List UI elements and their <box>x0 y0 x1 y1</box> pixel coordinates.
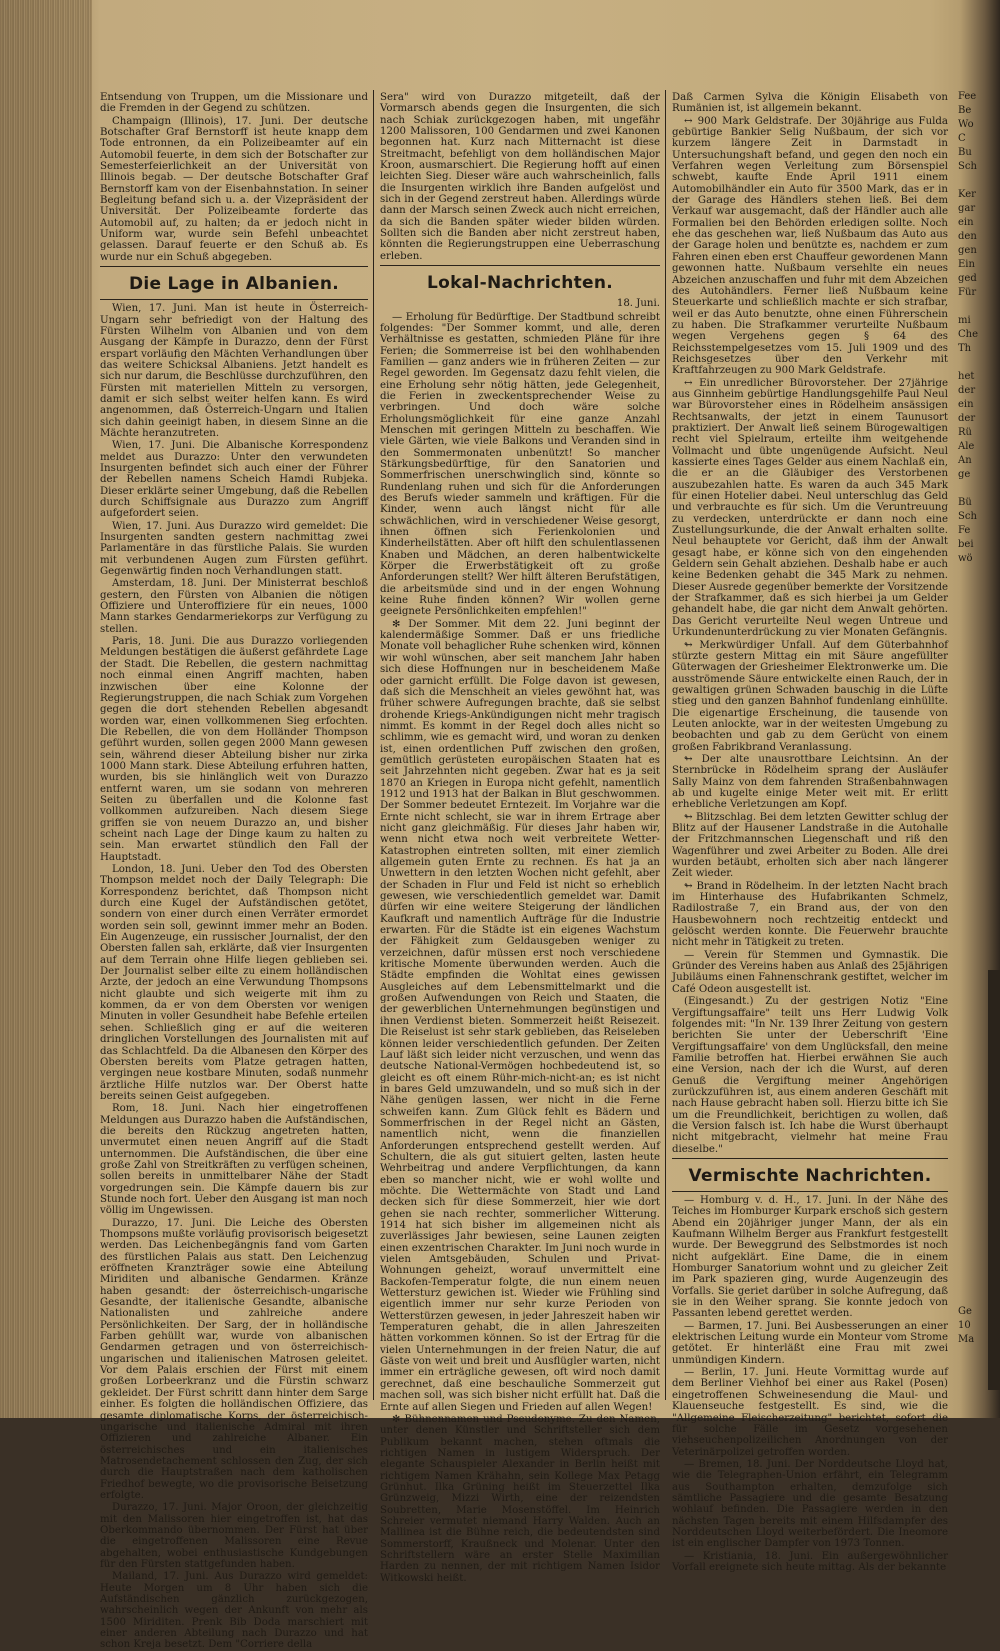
next-page-fragment <box>958 356 1000 370</box>
article-paragraph: ↬ Der alte unausrottbare Leichtsinn. An der Sternbrücke in Rödelheim sprang der Ausläufer Sally Mainz von dem fahrenden Straßenbahnwagen ab und kugelte einige Meter weit mit. Er erlitt erhebliche Verletzungen am Kopf. <box>672 753 948 811</box>
article-paragraph: — Bremen, 18. Juni. Der Norddeutsche Lloyd hat, wie die Telegraphen-Union erfährt, ein Telegramm aus Southampton erhalten, demzufolge sich sämtliche Passagiere und die gesamte Besatzung wohlauf befinden. Die Passagiere werden in den nächsten Tagen bereits mit einem Hilfsdampfer des Norddeutschen Lloyd weiterbefördert. Die Ineomore ist ein englischer Dampfer von 1973 Tonnen. <box>672 1458 948 1550</box>
column-rule <box>373 90 374 1400</box>
next-page-bottom-text <box>958 1305 974 1347</box>
next-page-fragment: Be <box>958 105 972 116</box>
divider <box>100 299 368 300</box>
article-paragraph: Durazzo, 17. Juni. Die Leiche des Obersten Thompsons mußte vorläufig provisorisch beigesetzt werden. Das Leichenbegängnis fand vom Garten des fürstlichen Palais aus statt. Den Leichenzug eröffneten Kranzträger sowie eine Abteilung Miriditen und albanische Gendarmen. Kränze haben gesandt: der österreichisch-ungarische Gesandte, der italienische Gesandte, albanische Nationalisten und zahlreiche andere Persönlichkeiten. Der Sarg, der in holländische Farben gehüllt war, wurde von albanischen Gendarmen getragen und von österreichisch-ungarischen und italienischen Matrosen geleitet. Vor dem Palais erschien der Fürst mit einem großen Lorbeerkranz und die Fürstin schwarz gekleidet. Der Fürst schritt dann hinter dem Sarge einher. Es folgten die holländischen Offiziere, das gesamte diplomatische Korps, der österreichisch-ungarische und italienische Admiral mit ihren Offizieren und zahlreiche Albaner. Ein österreichisches und ein italienisches Matrosendetachement schlossen den Zug, der sich durch die Hauptstraßen nach dem katholischen Friedhof bewegte, wo die provisorische Beisetzung erfolgte. <box>100 1217 368 1501</box>
next-page-edge <box>958 90 1000 1410</box>
article-paragraph: ↔ 900 Mark Geldstrafe. Der 30jährige aus Fulda gebürtige Bankier Selig Nußbaum, der sich vor kurzem längere Zeit in Darmstadt in Untersuchungshaft befand, und gegen den noch ein Verfahren wegen Verleitung zum Börsenspiel schwebt, kaufte Ende April 1911 einem Automobilhändler ein Auto für 3500 Mark, das er in der Garage des Händlers stehen ließ. Bei dem Verkauf war ausgemacht, daß der Händler auch alle Formalien bei den Behörden erledigen sollte. Noch ehe das geschehen war, ließ Nußbaum das Auto aus der Garage holen und benützte es, nachdem er zum Fahren einen eben erst Chauffeur gewordenen Mann gewonnen hatte. Nußbaum versehlte ein neues Abzeichen anzuschaffen und fuhr mit dem Abzeichen des Autohändlers. Ferner ließ Nußbaum keine Steuerkarte und schließlich machte er sich strafbar, weil er das Auto benutzte, ohne einen Führerschein zu haben. Die Strafkammer verurteilte Nußbaum wegen Vergehens gegen § 64 des Reichsstempelgesetzes vom 15. Juli 1909 und des Reichsgesetzes über den Verkehr mit Kraftfahrzeugen zu 900 Mark Geldstrafe. <box>672 115 948 377</box>
next-page-shadow <box>988 970 1000 1390</box>
section-heading-albanien: Die Lage in Albanien. <box>128 274 340 295</box>
next-page-fragment: Ein <box>958 259 975 270</box>
article-paragraph: ✻ Bühnennamen und Pseudonyme. Zu den Namen, unter denen Künstler und Schriftsteller sich dem Publikum bekannt machen, stehen oftmals die richtigen Namen in lustigem Widerspruch. Der elegante Schauspieler Alexander in Berlin heißt mit richtigem Namen Krähahn, sein Kollege Max Petagg Grünhut. Ilka Grüning heißt im Steuerzettel Ilka Grünzweig, Mizzi Wirth, eine der reizendsten Soubretten, Marie Mosenstöffel. Im Heinrich Schreier vermutet niemand Harry Walden. Auch an Mallinea ist die Bühne reich, die bedeutendsten sind Sommerstorff, Kraußneck und Molenar. Unter den Schriftstellern wäre an erster Stelle Maximilian Harden zu nennen, der mit richtigem Namen Isidor Witkowski heißt. <box>380 1413 660 1584</box>
next-page-fragment: An <box>958 455 972 466</box>
article-paragraph: Wien, 17. Juni. Die Albanische Korrespondenz meldet aus Durazzo: Unter den verwundeten Insurgenten befindet sich auch einer der Führer der Rebellen namens Scheich Hamdi Rubjeka. Dieser erklärte seiner Umgebung, daß die Rebellen durch Schiffsignale aus Durazzo zum Angriff aufgefordert seien. <box>100 440 368 520</box>
next-page-text <box>958 90 1000 566</box>
article-paragraph: Rom, 18. Juni. Nach hier eingetroffenen Meldungen aus Durazzo haben die Aufständischen, die bereits den Rückzug angetreten hatten, unvermutet einen neuen Angriff auf die Stadt unternommen. Die Aufständischen, die über eine große Zahl von Streitkräften zu verfügen scheinen, sollen bereits in unmittelbarer Nähe der Stadt vorgedrungen sein. Die Kämpfe dauern bis zur Stunde noch fort. Ueber den Ausgang ist man noch völlig im Ungewissen. <box>100 1103 368 1217</box>
next-page-fragment: Rü <box>958 427 972 438</box>
next-page-fragment: gen <box>958 245 977 256</box>
section-date: 18. Juni. <box>616 298 660 310</box>
book-page-edges <box>0 0 92 1418</box>
column-3 <box>672 92 948 1573</box>
article-champaign: Champaign (Illinois), 17. Juni. Der deutsche Botschafter Graf Bernstorff ist heute knapp dem Tode entronnen, da ein Polizeibeamter auf ein Automobil feuerte, in dem sich der Botschafter zur Semesterfeierlichkeit an der Universität von Illinois begab. — Der deutsche Botschafter Graf Bernstorff kam von der Eisenbahnstation. In seiner Begleitung befand sich u. a. der Vizepräsident der Universität. Der Polizeibeamte forderte das Automobil auf, zu halten; da er jedoch nicht in Uniform war, wurde sein Befehl unbeachtet gelassen. Darauf feuerte er den Schuß ab. Es wurde nur ein Schuß abgegeben. <box>100 115 368 263</box>
next-page-fragment: bei <box>958 539 974 550</box>
next-page-fragment: Fe <box>958 525 971 536</box>
article-paragraph: — Erholung für Bedürftige. Der Stadtbund schreibt folgendes: "Der Sommer kommt, und alle, deren Verhältnisse es gestatten, schmieden Pläne für ihre Ferien; die Sommerreise ist bei den wohlhabenden Familien — ganz anders wie in früheren Zeiten — zur Regel geworden. Im Gegensatz dazu fehlt vielen, die eine Erholung sehr nötig hätten, jede Gelegenheit, die Ferien in zweckentsprechender Weise zu verbringen. Und doch wäre solche Erholungsmöglichkeit für eine ganze Anzahl Menschen mit geringen Mitteln zu beschaffen. Wie viele Gärten, wie viele Balkons und Veranden sind in den Sommermonaten unbenützt! So mancher Stärkungsbedürftige, für den Sanatorien und Sommerfrischen unerschwinglich sind, könnte so Rundenlang ruhen und sich für die Anforderungen des Berufs wieder sammeln und kräftigen. Für die Kinder, wenn auch längst nicht für alle schwächlichen, wird in verschiedener Weise gesorgt, ihnen öffnen sich Ferienkolonien und Kinderheilstätten. Aber oft hilft den schulentlassenen Knaben und Mädchen, an deren halbentwickelte Körper die Erwerbstätigkeit oft zu große Anforderungen stellt? Wer hilft älteren Berufstätigen, die arbeitsmüde sind und in der engen Wohnung keine Ruhe finden können? Wir wollen gerne geeignete Persönlichkeiten empfehlen!" <box>380 311 660 618</box>
article-paragraph: Daß Carmen Sylva die Königin Elisabeth von Rumänien ist, ist allgemein bekannt. <box>672 92 948 115</box>
article-paragraph: Paris, 18. Juni. Die aus Durazzo vorliegenden Meldungen bestätigen die äußerst gefährdete Lage der Stadt. Die Rebellen, die gestern nachmittag noch einmal einen Angriff machten, haben inzwischen über eine Kolonne der Regierungstruppen, die nach Schiak zum Vorgehen gegen die dort stehenden Rebellen abgesandt worden war, einen vollkommenen Sieg erfochten. Die Rebellen, die von dem Holländer Thompson geführt wurden, sollen gegen 2000 Mann gewesen sein, während dieser Abteilung bisher nur zirka 1000 Mann stark. Diese Abteilung erfuhren hatten, wurden, bis sie hinlänglich weit von Durazzo entfernt waren, um sie sodann von mehreren Seiten zu überfallen und die Kolonne fast vollkommen aufzureiben. Nach diesem Siege griffen sie von neuem Durazzo an, und bisher scheint nach Lage der Dinge kaum zu halten zu sein. Man erwartet stündlich den Fall der Hauptstadt. <box>100 636 368 863</box>
article-paragraph: ✻ Der Sommer. Mit dem 22. Juni beginnt der kalendermäßige Sommer. Daß er uns friedliche Monate voll behaglicher Ruhe schenken wird, können wir wohl wünschen, aber seit manchem Jahr haben sich diese Hoffnungen nur in bescheidenem Maße oder garnicht erfüllt. Die Folge davon ist gewesen, daß sich die Menschheit an vieles gewöhnt hat, was früher schwere Aufregungen brachte, daß sie selbst drohende Kriegs-Ankündigungen nicht mehr tragisch nimmt. Es kommt in der Regel doch alles nicht so schlimm, wie es gemacht wird, und woran zu denken ist, einen ordentlichen Puff zwischen den großen, gemütlich gerüsteten europäischen Staaten hat es seit Jahrzehnten nicht gegeben. Zwar hat es ja seit 1870 an Kriegen in Europa nicht gefehlt, namentlich 1912 und 1913 hat der Balkan in Blut geschwommen. Der Sommer bedeutet Erntezeit. Im Vorjahre war die Ernte nicht schlecht, sie war in ihrem Ertrage aber nicht ganz gleichmäßig. Für dieses Jahr haben wir, wenn nicht etwa noch weit verbreitete Wetter-Katastrophen eintreten sollten, mit einer ziemlich allgemein guten Ernte zu rechnen. Es hat ja an Unwettern in den letzten Wochen nicht gefehlt, aber der Schaden in Flur und Feld ist nicht so erheblich gewesen, wie verschiedentlich gemeldet war. Damit dürfen wir eine weitere Steigerung der ländlichen Kaufkraft und namentlich Aufträge für die Industrie erwarten. Für die Städte ist ein eigenes Wachstum der Fähigkeit zum Geldausgeben weniger zu verzeichnen, dafür müssen erst noch verschiedene kritische Momente überwunden werden. Auch die Städte empfinden die Wohltat eines gewissen Ausgleiches auf dem Lebensmittelmarkt und die großen Aufwendungen von Reich und Staaten, die der gewerblichen Unternehmungen begünstigen und ihnen Verdienst bieten. Sommerzeit heißt Reisezeit. Die Reiselust ist sehr stark geblieben, das Reiseleben können leider verschiedentlich gefunden. Der Zeiten Lauf läßt sich leider nicht verzuschen, und wenn das deutsche National-Vermögen hochbedeutend ist, so gleicht es oft einem Rühr-mich-nicht-an; es ist nicht in bares Geld umzuwandeln, und so muß sich in der Nähe genügen lassen, wer nicht in die Ferne schweifen kann. Zum Glück fehlt es Bädern und Sommerfrischen in der Regel nicht an Gästen, namentlich nicht, wenn die finanziellen Anforderungen entsprechend gestellt werden. Auf Schultern, die als gut situiert gelten, lasten heute Wehrbeitrag und andere Verpflichtungen, da kann eben so mancher nicht, wie er wohl wollte und möchte. Die Wettermächte von Stadt und Land decken sich für diese Sommerzeit, hier wie dort gehen sie nach rechter, sommerlicher Witterung. 1914 hat sich bisher im allgemeinen nicht als zuverlässiges Jahr bewiesen, seine Launen zeigten einen exzentrischen Charakter. Im Juni noch wurde in vielen Amtsgebäuden, Schulen und Privat-Wohnungen geheizt, worauf unvermittelt eine Backofen-Temperatur folgte, die nun einem neuen Wettersturz gewichen ist. Wieder wie Frühling sind eigentlich immer nur sehr kurze Perioden von Wetterstürzen gewesen, in jeder Jahreszeit haben wir Temperaturen gehabt, die in allen Jahreszeiten hätten vorkommen können. So ist der Ertrag für die vielen Unternehmungen in der freien Natur, die auf Gäste von weit und breit und Ausflügler warten, nicht immer ein erträgliche gewesen, oft wird noch damit gerechnet, daß eine beschauliche Sommerzeit gut machen soll, was sich bisher nicht erfüllt hat. Daß die Ernte auf allen Siegen und Frieden auf allen Wegen! <box>380 618 660 1413</box>
article-paragraph: — Verein für Stemmen und Gymnastik. Die Gründer des Vereins haben aus Anlaß des 25jährigen Jubiläums einen Fahnenschrank gestiftet, welcher im Café Odeon ausgestellt ist. <box>672 949 948 995</box>
article-paragraph: — Homburg v. d. H., 17. Juni. In der Nähe des Teiches im Homburger Kurpark erschoß sich gestern Abend ein 20jähriger junger Mann, der als ein Kaufmann Wilhelm Berger aus Frankfurt festgestellt wurde. Der Beweggrund des Selbstmordes ist noch nicht aufgeklärt. Eine Dame, die in einem Homburger Sanatorium wohnt und zu gleicher Zeit im Park spazieren ging, wurde Augenzeugin des Vorfalls. Sie geriet darüber in solche Aufregung, daß sie in den Weiher sprang. Sie konnte jedoch von Passanten lebend gerettet werden. <box>672 1194 948 1320</box>
next-page-fragment: Sch <box>958 511 977 522</box>
article-paragraph: (Eingesandt.) Zu der gestrigen Notiz "Eine Vergiftungsaffaire" teilt uns Herr Ludwig Volk folgendes mit: "In Nr. 139 Ihrer Zeitung von gestern berichten Sie unter der Ueberschrift 'Eine Vergiftungsaffaire' von dem Unglücksfall, den meine Familie betroffen hat. Hierbei erwähnen Sie auch eine Version, nach der ich die Wurst, auf deren Genuß die Vergiftung meiner Angehörigen zurückzuführen ist, aus einem anderen Geschäft mit nach Hause gebracht haben soll. Hierzu bitte ich Sie um die Freundlichkeit, berichtigen zu wollen, daß die Version falsch ist. Ich habe die Wurst überhaupt nicht mitgebracht, vielmehr hat meine Frau dieselbe." <box>672 996 948 1155</box>
next-page-fragment: Sch <box>958 161 977 172</box>
article-paragraph: ↬ Brand in Rödelheim. In der letzten Nacht brach im Hinterhause des Hufabrikanten Schmelz, Radilostraße 7, ein Brand aus, der von den Hausbewohnern noch rechtzeitig entdeckt und gelöscht werden konnte. Die Feuerwehr brauchte nicht mehr in Tätigkeit zu treten. <box>672 880 948 949</box>
next-page-fragment: gar <box>958 203 976 214</box>
section-heading-vermischte: Vermischte Nachrichten. <box>688 1165 932 1186</box>
divider <box>100 266 368 267</box>
article-paragraph: — Berlin, 17. Juni. Heute Vormittag wurde auf dem Berliner Viehhof bei einer aus Rakel (Posen) eingetroffenen Schweinesendung die Maul- und Klauenseuche festgestellt. Es sind, wie die "Allgemeine Fleischerzeitung" berichtet, sofort die für solche Fälle im Gesetz vorgesehenen viehseuchenpolizeilichen Anordnungen von der Veterinärpolizei getroffen worden. <box>672 1367 948 1458</box>
next-page-fragment: Wo <box>958 119 974 130</box>
next-page-fragment: Th <box>958 343 972 354</box>
next-page-fragment: der <box>958 413 976 424</box>
column-rule <box>665 90 666 1400</box>
next-page-fragment: Ma <box>958 1334 975 1345</box>
next-page-fragment: ge <box>958 469 971 480</box>
next-page-fragment: Ker <box>958 189 976 200</box>
article-paragraph: Durazzo, 17. Juni. Major Oroon, der gleichzeitig mit den Malissoren hier eingetroffen ist, hat das Oberkommando übernommen. Der Fürst hat über die eingetroffenen Malissoren eine Revue abgehalten, wobei enthusiastische Kundgebungen für den Fürsten stattgefunden haben. <box>100 1502 368 1570</box>
article-paragraph: Wien, 17. Juni. Man ist heute in Österreich-Ungarn sehr befriedigt von der Haltung des Fürsten Wilhelm von Albanien und von dem Ausgang der Kämpfe in Durazzo, denn der Fürst erspart vorläufig den Mächten Verhandlungen über das weitere Schicksal Albaniens. Jetzt handelt es sich nur darum, die Beschlüsse durchzuführen, den Fürsten mit materiellen Mitteln zu versorgen, damit er sich selbst weiter helfen kann. Es wird angenommen, daß Österreich-Ungarn und Italien sich dahin geeinigt haben, in diesem Sinne an die Mächte heranzutreten. <box>100 303 368 439</box>
next-page-fragment: der <box>958 385 976 396</box>
divider <box>672 1158 948 1159</box>
article-fragment: Sera" wird von Durazzo mitgeteilt, daß der Vormarsch abends gegen die Insurgenten, die sich nach Schiak zurückgezogen haben, mit ungefähr 1200 Malissoren, 100 Gendarmen und zwei Kanonen begonnen hat. Kurz nach Mitternacht ist diese Streitmacht, befehligt von dem holländischen Major Kroon, ausmarschiert. Die Regierung hofft auf einen leichten Sieg. Dieser wäre auch wahrscheinlich, falls die Insurgenten wirklich ihre Banden aufgelöst und sich in der Gegend zerstreut haben. Allerdings würde dann der Marsch seinen Zweck auch nicht erreichen, da sich die Banden später wieder bilden würden. Sollten sich die Banden aber nicht zerstreut haben, könnten die Regierungstruppen eine Ueberraschung erleben. <box>380 92 660 262</box>
next-page-fragment: ged <box>958 273 977 284</box>
next-page-fragment: Che <box>958 329 979 340</box>
column-2 <box>380 92 660 1584</box>
next-page-fragment <box>958 174 1000 188</box>
next-page-fragment: het <box>958 371 975 382</box>
article-paragraph: — Kristiania, 18. Juni. Ein außergewöhnlicher Vorfall ereignete sich heute mittag. Als der bekannte <box>672 1550 948 1573</box>
next-page-fragment <box>958 482 1000 496</box>
next-page-fragment: Bü <box>958 497 972 508</box>
next-page-fragment: 10 <box>958 1320 971 1331</box>
article-paragraph: London, 18. Juni. Ueber den Tod des Obersten Thompson meldet noch der Daily Telegraph: Die Korrespondenz berichtet, daß Thompson nicht durch eine Kugel der Aufständischen getötet, sondern von einer durch einen Verräter ermordet worden sein soll, gewinnt immer mehr an Boden. Ein Augenzeuge, ein russischer Journalist, der den Obersten fallen sah, erklärte, daß vier Insurgenten auf dem Terrain ohne Hilfe liegen geblieben sei. Der Journalist selber eilte zu einem holländischen Arzte, der jedoch an eine Verwundung Thompsons nicht glaubte und sich weigerte mit ihm zu kommen, da er von dem Obersten vor wenigen Minuten in voller Gesundheit habe Befehle erteilen sehen. Schließlich ging er auf die weiteren dringlichen Vorstellungen des Journalisten mit auf das Schlachtfeld. Da die Albanesen den Körper des Obersten bereits vom Platze getragen hatten, vergingen neue kostbare Minuten, sodaß nunmehr ärztliche Hilfe nutzlos war. Der Oberst hatte bereits seinen Geist aufgegeben. <box>100 864 368 1102</box>
article-fragment: Entsendung von Truppen, um die Missionare und die Fremden in der Gegend zu schützen. <box>100 92 368 115</box>
column-1 <box>100 92 368 1651</box>
article-paragraph: ↬ Merkwürdiger Unfall. Auf dem Güterbahnhof stürzte gestern Mittag ein mit Säure angefüllter Güterwagen der Griesheimer Elektronwerke um. Die ausströmende Säure entwickelte einen Rauch, der in gewaltigen grünen Schwaden bauschig in die Lüfte stieg und den ganzen Bahnhof fundenlang einhüllte. Die eigenartige Erscheinung, die tausende von Leuten anlockte, war in der weitesten Umgebung zu beobachten und gab zu dem Gerücht von einem großen Fabrikbrand Veranlassung. <box>672 639 948 753</box>
next-page-fragment <box>958 300 1000 314</box>
section-heading-lokal: Lokal-Nachrichten. <box>426 273 614 294</box>
next-page-fragment: C <box>958 133 966 144</box>
article-paragraph: Amsterdam, 18. Juni. Der Ministerrat beschloß gestern, den Fürsten von Albanien die nötigen Offiziere und Unteroffiziere für ein neues, 1000 Mann starkes Gendarmeriekorps zur Verfügung zu stellen. <box>100 578 368 635</box>
next-page-fragment: mi <box>958 315 971 326</box>
article-paragraph: ↬ Blitzschlag. Bei dem letzten Gewitter schlug der Blitz auf der Hausener Landstraße in die Autohalle der Fritzchmannschen Liegenschaft und riß den Wagenführer und zwei Arbeiter zu Boden. Alle drei wurden betäubt, erholten sich aber nach längerer Zeit wieder. <box>672 811 948 880</box>
next-page-fragment: Ge <box>958 1306 972 1317</box>
divider <box>672 1191 948 1192</box>
article-paragraph: — Barmen, 17. Juni. Bei Ausbesserungen an einer elektrischen Leitung wurde ein Monteur vom Strome getötet. Er hinterläßt eine Frau mit zwei unmündigen Kindern. <box>672 1320 948 1366</box>
next-page-fragment: Fee <box>958 91 977 102</box>
newspaper-page <box>92 82 952 1651</box>
next-page-fragment: Ale <box>958 441 975 452</box>
next-page-fragment: wö <box>958 553 973 564</box>
next-page-fragment: ein <box>958 217 974 228</box>
divider <box>380 265 660 266</box>
article-paragraph: ↔ Ein unredlicher Bürovorsteher. Der 27jährige aus Ginnheim gebürtige Handlungsgehilfe Paul Neul war Bürovorsteher eines in Rödelheim ansässigen Rechtsanwalts, der jetzt in einem Taunusort praktiziert. Der Anwalt ließ seinem Bürogewaltigen recht viel Spielraum, erteilte ihm weitgehende Vollmacht und übte ungenügende Aufsicht. Neul kassierte eines Tages Gelder aus einem Nachlaß ein, die er an die Gläubiger des Verstorbenen auszubezahlen hatte. Es waren da auch 345 Mark für einen Hotelier dabei. Neul unterschlug das Geld und verbrauchte es für sich. Um die Veruntreuung zu verdecken, unterdrückte er dann noch eine Zustellungsurkunde, die der Anwalt erhalten sollte. Neul behauptete vor Gericht, daß ihm der Anwalt gesagt habe, er könne sich von den eingehenden Geldern sein Gehalt abziehen. Deshalb habe er auch keine Bedenken gehabt die 345 Mark zu nehmen. Dieser Ausrede gegenüber bemerkte der Vorsitzende der Strafkammer, daß es sich hierbei ja um Gelder gehandelt habe, die gar nicht dem Anwalt gehörten. Das Gericht verurteilte Neul wegen Untreue und Urkundenunterdrückung zu vier Monaten Gefängnis. <box>672 377 948 639</box>
next-page-fragment: ein <box>958 399 974 410</box>
article-paragraph: Wien, 17. Juni. Aus Durazzo wird gemeldet: Die Insurgenten sandten gestern nachmittag zwei Parlamentäre in das fürstliche Palais. Sie wurden mit verbundenen Augen zum Fürsten geführt. Gegenwärtig finden noch Verhandlungen statt. <box>100 520 368 578</box>
next-page-fragment: Bu <box>958 147 972 158</box>
next-page-fragment: den <box>958 231 977 242</box>
article-paragraph: Mailand, 17. Juni. Aus Durazzo wird gemeldet: Heute Morgen um 8 Uhr haben sich die Aufständischen gänzlich zurückgezogen, wahrscheinlich wegen der Ankunft von mehr als 1500 Miriditen. Prenk Bib Doda marschiert mit einer anderen Abteilung nach Durazzo und hat schon Kreja besetzt. Dem "Corriere della <box>100 1571 368 1651</box>
next-page-fragment: Für <box>958 287 977 298</box>
